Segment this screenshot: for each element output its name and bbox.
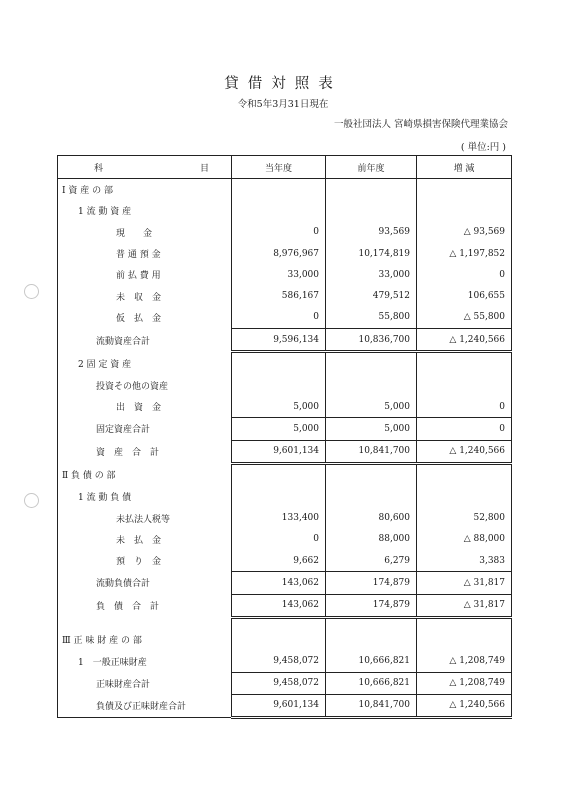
change-value <box>417 629 512 650</box>
change-value: △ 55,800 <box>417 307 512 329</box>
header-previous-year: 前年度 <box>326 156 417 179</box>
current-value: 133,400 <box>232 507 326 528</box>
current-value: 9,458,072 <box>232 672 326 694</box>
page-title: 貸借対照表 <box>224 76 342 92</box>
table-row <box>58 307 512 329</box>
change-value <box>417 352 512 375</box>
current-value: 0 <box>232 222 326 243</box>
change-value: 0 <box>417 264 512 285</box>
row-label: 流動負債合計 <box>96 579 151 590</box>
row-label <box>58 617 232 629</box>
previous-value <box>326 352 417 375</box>
table-row <box>58 486 512 507</box>
report-date: 令和5年3月31日現在 <box>237 99 329 110</box>
table-row <box>58 572 512 594</box>
header-current-year: 当年度 <box>232 156 326 179</box>
change-value: △ 93,569 <box>417 222 512 243</box>
change-value: △ 1,197,852 <box>417 243 512 264</box>
table-row <box>58 418 512 440</box>
row-label: Ⅲ 正 味 財 産 の 部 <box>62 636 142 647</box>
previous-value <box>326 486 417 507</box>
previous-value: 93,569 <box>326 222 417 243</box>
previous-value: 10,841,700 <box>326 440 417 463</box>
row-label: Ⅱ 負 債 の 部 <box>62 471 116 482</box>
table-row <box>58 243 512 264</box>
header-item <box>58 156 232 179</box>
change-value <box>417 617 512 629</box>
header-item-right: 目 <box>199 163 209 174</box>
current-value <box>232 629 326 650</box>
row-label: 前 払 費 用 <box>116 271 161 282</box>
table-row <box>58 617 512 629</box>
table-row <box>58 629 512 650</box>
punch-hole-top <box>24 284 39 299</box>
table-row <box>58 222 512 243</box>
current-value: 143,062 <box>232 572 326 594</box>
table-row <box>58 375 512 396</box>
table-row <box>58 694 512 717</box>
table-row <box>58 550 512 572</box>
change-value: 52,800 <box>417 507 512 528</box>
row-label: 仮 払 金 <box>116 314 162 325</box>
current-value: 9,601,134 <box>232 694 326 717</box>
current-value: 9,458,072 <box>232 650 326 672</box>
previous-value: 10,666,821 <box>326 650 417 672</box>
row-label: 2 固 定 資 産 <box>78 359 132 370</box>
row-label: 預 り 金 <box>116 557 162 568</box>
organization-name: 一般社団法人 宮崎県損害保険代理業協会 <box>333 119 508 130</box>
current-value: 5,000 <box>232 418 326 440</box>
row-label: Ⅰ 資 産 の 部 <box>62 186 113 197</box>
previous-value: 33,000 <box>326 264 417 285</box>
row-label: 流動資産合計 <box>96 336 151 347</box>
header-change: 増 減 <box>417 156 512 179</box>
change-value <box>417 179 512 201</box>
change-value: △ 1,240,566 <box>417 694 512 717</box>
current-value: 5,000 <box>232 396 326 418</box>
previous-value: 80,600 <box>326 507 417 528</box>
table-row <box>58 179 512 201</box>
change-value <box>417 486 512 507</box>
row-label: 負債及び正味財産合計 <box>96 702 187 713</box>
current-value: 586,167 <box>232 285 326 306</box>
row-label: 現 金 <box>116 228 153 239</box>
change-value: △ 31,817 <box>417 572 512 594</box>
change-value: △ 88,000 <box>417 529 512 550</box>
current-value: 0 <box>232 307 326 329</box>
table-row <box>58 440 512 463</box>
unit-label: ( 単位:円 ) <box>460 142 506 153</box>
previous-value: 55,800 <box>326 307 417 329</box>
previous-value: 479,512 <box>326 285 417 306</box>
current-value <box>232 463 326 486</box>
previous-value <box>326 179 417 201</box>
row-label: 1 流 動 資 産 <box>78 207 132 218</box>
current-value: 9,662 <box>232 550 326 572</box>
table-row <box>58 507 512 528</box>
header-item-left: 科 <box>94 163 104 174</box>
previous-value: 5,000 <box>326 418 417 440</box>
table-row <box>58 594 512 617</box>
current-value: 0 <box>232 529 326 550</box>
current-value <box>232 486 326 507</box>
change-value <box>417 463 512 486</box>
current-value <box>232 375 326 396</box>
punch-hole-bottom <box>24 493 39 508</box>
previous-value: 10,666,821 <box>326 672 417 694</box>
previous-value: 6,279 <box>326 550 417 572</box>
change-value: 0 <box>417 418 512 440</box>
table-row <box>58 396 512 418</box>
previous-value <box>326 629 417 650</box>
current-value: 143,062 <box>232 594 326 617</box>
current-value: 8,976,967 <box>232 243 326 264</box>
change-value: 0 <box>417 396 512 418</box>
table-row <box>58 285 512 306</box>
change-value: △ 1,208,749 <box>417 672 512 694</box>
row-label: 正味財産合計 <box>96 679 151 690</box>
current-value <box>232 200 326 221</box>
balance-sheet-table <box>57 155 512 719</box>
row-label: 未払法人税等 <box>116 514 171 525</box>
previous-value: 10,841,700 <box>326 694 417 717</box>
change-value: 106,655 <box>417 285 512 306</box>
previous-value: 88,000 <box>326 529 417 550</box>
row-label: 出 資 金 <box>116 403 162 414</box>
table-header-row <box>58 156 512 179</box>
change-value <box>417 200 512 221</box>
previous-value: 5,000 <box>326 396 417 418</box>
change-value <box>417 375 512 396</box>
change-value: △ 1,240,566 <box>417 329 512 352</box>
table-row <box>58 352 512 375</box>
table-row <box>58 463 512 486</box>
table-row <box>58 650 512 672</box>
row-label: 負 債 合 計 <box>96 602 160 613</box>
row-label: 資 産 合 計 <box>96 448 160 459</box>
row-label: 未 払 金 <box>116 535 162 546</box>
row-label: 1 一般正味財産 <box>78 657 147 668</box>
row-label: 固定資産合計 <box>96 425 151 436</box>
previous-value <box>326 617 417 629</box>
previous-value <box>326 200 417 221</box>
current-value: 33,000 <box>232 264 326 285</box>
current-value <box>232 617 326 629</box>
current-value: 9,601,134 <box>232 440 326 463</box>
row-label: 未 収 金 <box>116 292 162 303</box>
change-value: △ 1,240,566 <box>417 440 512 463</box>
row-label: 投資その他の資産 <box>96 381 169 392</box>
current-value <box>232 179 326 201</box>
previous-value: 10,836,700 <box>326 329 417 352</box>
table-row <box>58 264 512 285</box>
previous-value <box>326 463 417 486</box>
current-value <box>232 352 326 375</box>
change-value: 3,383 <box>417 550 512 572</box>
previous-value <box>326 375 417 396</box>
row-label: 1 流 動 負 債 <box>78 493 132 504</box>
table-row <box>58 329 512 352</box>
previous-value: 174,879 <box>326 594 417 617</box>
previous-value: 174,879 <box>326 572 417 594</box>
previous-value: 10,174,819 <box>326 243 417 264</box>
change-value: △ 31,817 <box>417 594 512 617</box>
row-label: 普 通 預 金 <box>116 250 161 261</box>
table-row <box>58 672 512 694</box>
current-value: 9,596,134 <box>232 329 326 352</box>
table-row <box>58 529 512 550</box>
change-value: △ 1,208,749 <box>417 650 512 672</box>
table-row <box>58 200 512 221</box>
